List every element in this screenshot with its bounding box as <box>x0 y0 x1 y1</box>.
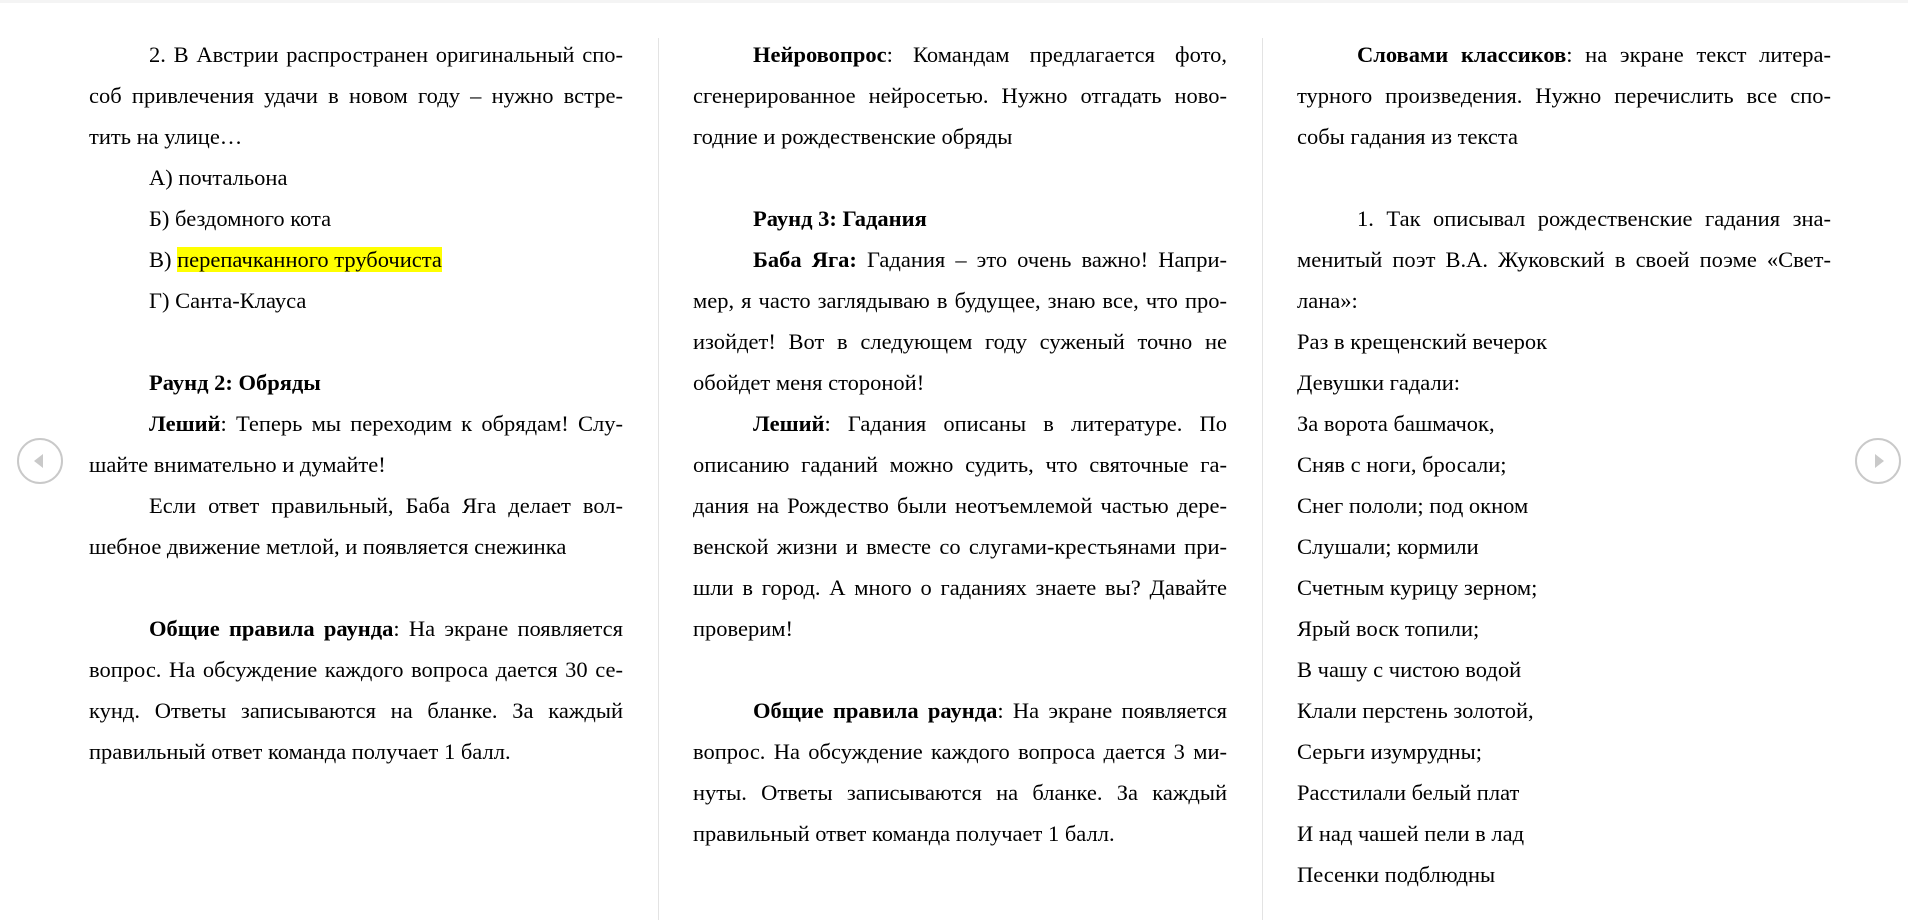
section-heading: Раунд 2: Обряды <box>149 370 321 395</box>
speaker-line: обойдет меня стороной! <box>693 370 925 395</box>
rules-paragraph: Общие правила раунда: На экране появляется <box>149 616 623 641</box>
question-text: 1. Так описывал рождественские гадания зна- <box>1357 206 1831 231</box>
question-text: лана»: <box>1297 288 1358 313</box>
speaker-line: проверим! <box>693 616 794 641</box>
poem-line: Раз в крещенский вечерок <box>1297 329 1548 354</box>
speaker-line: шли в город. А много о гаданиях знаете вы? Давайте <box>693 575 1227 600</box>
question-text: 2. В Австрии распространен оригинальный спо- <box>149 42 623 67</box>
speaker-name: Леший <box>753 411 825 436</box>
speaker-line: мер, я часто заглядываю в будущее, знаю все, что про- <box>693 288 1227 313</box>
rules-paragraph: правильный ответ команда получает 1 балл. <box>89 739 511 764</box>
speaker-line: Баба Яга: Гадания – это очень важно! Напри- <box>753 247 1227 272</box>
page-column-2 <box>693 34 1227 854</box>
poem-line: Ярый воск топили; <box>1297 616 1480 641</box>
prev-page-button[interactable] <box>17 438 63 484</box>
poem-line: Снег пололи; под окном <box>1297 493 1529 518</box>
answer-option: Г) Санта-Клауса <box>149 288 307 313</box>
rules-paragraph: вопрос. На обсуждение каждого вопроса дается 30 се- <box>89 657 623 682</box>
speaker-line: дания на Рождество были неотъемлемой частью дере- <box>693 493 1227 518</box>
poem-line: Девушки гадали: <box>1297 370 1461 395</box>
speaker-line: Леший: Теперь мы переходим к обрядам! Слу- <box>149 411 623 436</box>
rules-paragraph: вопрос. На обсуждение каждого вопроса дается 3 ми- <box>693 739 1227 764</box>
poem-line: Счетным курицу зерном; <box>1297 575 1538 600</box>
speaker-line: описанию гаданий можно судить, что святочные га- <box>693 452 1227 477</box>
speaker-line: изойдет! Вот в следующем году суженый точно не <box>693 329 1227 354</box>
poem-line: Клали перстень золотой, <box>1297 698 1534 723</box>
column-divider <box>658 38 659 920</box>
poem-line: За ворота башмачок, <box>1297 411 1495 436</box>
column-divider <box>1262 38 1263 920</box>
speaker-line: шайте внимательно и думайте! <box>89 452 386 477</box>
rules-paragraph: кунд. Ответы записываются на бланке. За каждый <box>89 698 623 723</box>
paragraph: собы гадания из текста <box>1297 124 1518 149</box>
question-text: тить на улице… <box>89 124 243 149</box>
question-text: менитый поэт В.А. Жуковский в своей поэме «Свет- <box>1297 247 1831 272</box>
poem-line: Слушали; кормили <box>1297 534 1479 559</box>
paragraph: Если ответ правильный, Баба Яга делает вол- <box>149 493 623 518</box>
rules-paragraph: правильный ответ команда получает 1 балл. <box>693 821 1115 846</box>
section-heading: Раунд 3: Гадания <box>753 206 927 231</box>
arrow-left-icon <box>30 451 50 471</box>
answer-option: А) почтальона <box>149 165 288 190</box>
poem-line: И над чашей пели в лад <box>1297 821 1525 846</box>
paragraph: турного произведения. Нужно перечислить все спо- <box>1297 83 1831 108</box>
speaker-line: Леший: Гадания описаны в литературе. По <box>753 411 1227 436</box>
poem-line: Расстилали белый плат <box>1297 780 1520 805</box>
poem-line: В чашу с чистою водой <box>1297 657 1522 682</box>
page-column-3 <box>1297 34 1831 895</box>
poem-line: Сняв с ноги, бросали; <box>1297 452 1507 477</box>
speaker-name: Баба Яга: <box>753 247 857 272</box>
poem-line: Серьги изумрудны; <box>1297 739 1482 764</box>
paragraph: годние и рождественские обряды <box>693 124 1013 149</box>
answer-option: Б) бездомного кота <box>149 206 332 231</box>
next-page-button[interactable] <box>1855 438 1901 484</box>
paragraph: сгенерированное нейросетью. Нужно отгадать ново- <box>693 83 1227 108</box>
speaker-name: Леший <box>149 411 221 436</box>
answer-option-label: В) <box>149 247 178 272</box>
paragraph: Нейровопрос: Командам предлагается фото, <box>753 42 1227 67</box>
paragraph: шебное движение метлой, и появляется снежинка <box>89 534 567 559</box>
answer-option <box>89 239 623 280</box>
page-column-1 <box>89 34 623 772</box>
highlighted-answer: перепачканного трубочиста <box>177 247 442 272</box>
speaker-line: венской жизни и вместе со слугами-крестьянами при- <box>693 534 1227 559</box>
rules-paragraph: Общие правила раунда: На экране появляется <box>753 698 1227 723</box>
rules-title: Общие правила раунда <box>753 698 998 723</box>
rules-paragraph: нуты. Ответы записываются на бланке. За каждый <box>693 780 1227 805</box>
question-text: соб привлечения удачи в новом году – нужно встре- <box>89 83 623 108</box>
paragraph: Словами классиков: на экране текст литера- <box>1357 42 1831 67</box>
rules-title: Общие правила раунда <box>149 616 394 641</box>
poem-line: Песенки подблюдны <box>1297 862 1496 887</box>
classics-title: Словами классиков <box>1357 42 1567 67</box>
top-border <box>0 0 1908 3</box>
neuro-title: Нейровопрос <box>753 42 887 67</box>
arrow-right-icon <box>1868 451 1888 471</box>
